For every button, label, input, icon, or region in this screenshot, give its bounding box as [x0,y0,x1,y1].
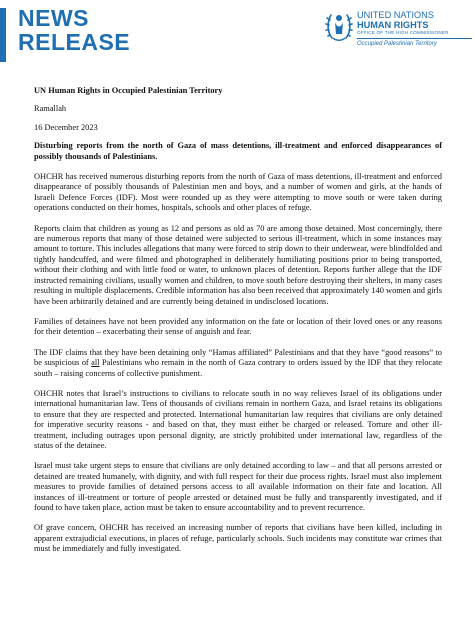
un-human-rights-logo [324,6,474,66]
paragraph-4-part-a: The IDF claims that they have been detaining only “Hamas affiliated” Palestinians and that they have “good reasons” to be suspicious of [34,347,442,368]
org-region: Occupied Palestinian Territory [357,41,437,47]
logo-divider [357,38,472,39]
office-heading: UN Human Rights in Occupied Palestinian Territory [34,86,223,95]
org-line-2: HUMAN RIGHTS [357,20,429,30]
news-release-title [18,6,130,54]
dateline-location: Ramallah [34,104,67,114]
title-line-1: NEWS [18,5,89,31]
paragraph-7: Of grave concern, OHCHR has received an increasing number of reports that civilians have been killed, including in apparent extrajudicial executions, in places of refuge, particularly schools. Such incidents may constitute war crimes that must be immediately and fully investigated. [34,523,442,554]
paragraph-2: Reports claim that children as young as 12 and persons as old as 70 are among those detained. Most concerningly, there are numerous reports that many of those detained were subjected to serious ill-treatment, which in some instances may amount to torture. This includes allegations that many were forced to strip down to their underwear, were blindfolded and tightly handcuffed, and were filmed and photographed in deliberately humiliating positions prior to being transported, without their clothing and with little food or water, to unknown places of detention. Reports further allege that the IDF instructed remaining civilians, usually women and children, to move south before destroying their shelters, in many cases resulting in multiple displacements. Credible information has also been received that approximately 140 women and girls have been arbitrarily detained and are currently being detained in undisclosed locations. [34,223,442,306]
paragraph-6: Israel must take urgent steps to ensure that civilians are only detained according to law – and that all persons arrested or detained are treated humanely, with dignity, and with full respect for their due process rights. Israel must also implement measures to provide families of detained persons access to all available information on their fate and location. All instances of ill-treatment or torture of people arrested or detained must be fully and transparently investigated, and if found to have taken place, action must be taken to ensure accountability and to prevent recurrence. [34,461,442,512]
org-line-1: UNITED NATIONS [357,10,434,20]
accent-bar [0,8,6,62]
paragraph-1: OHCHR has received numerous disturbing reports from the north of Gaza of mass detentions, ill-treatment and enforced disappearance of possibly thousands of Palestinian men and boys, and a number of women and girls, at the hands of Israeli Defence Forces (IDF). Most were rounded up as they were attempting to move south or were taken during operations conducted on their homes, hospitals, schools and other places of refuge. [34,172,442,213]
paragraph-4 [34,348,442,379]
press-release-body [34,86,442,565]
un-emblem-icon [324,8,354,44]
org-line-3: OFFICE OF THE HIGH COMMISSIONER [357,30,449,35]
paragraph-4-part-b: Palestinians who remain in the north of Gaza contrary to orders issued by the IDF that they relocate south – raising concerns of collective punishment. [34,358,442,378]
paragraph-3: Families of detainees have not been provided any information on the fate or location of their loved ones or any reasons for their detention – exacerbating their sense of anguish and fear. [34,316,442,337]
release-date: 16 December 2023 [34,122,98,132]
title-line-2: RELEASE [18,29,131,55]
headline: Disturbing reports from the north of Gaza of mass detentions, ill-treatment and enforced disappearances of possibly thousands of Palestinians. [34,141,442,161]
emphasis-all: all [91,358,100,368]
page-header [0,0,474,80]
paragraph-5: OHCHR notes that Israel’s instructions to civilians to relocate south in no way relieves Israel of its obligations under international humanitarian law. Tens of thousands of civilians remain in northern Gaza, and Israel retains its obligations to ensure that they are respected and protected. International humanitarian law requires that civilians are only detained for imperative security reasons - and based on that, they must either be charged or released. Torture and other ill-treatment, including outrages upon personal dignity, are strictly prohibited under international law, regardless of the status of the detainee. [34,388,442,450]
